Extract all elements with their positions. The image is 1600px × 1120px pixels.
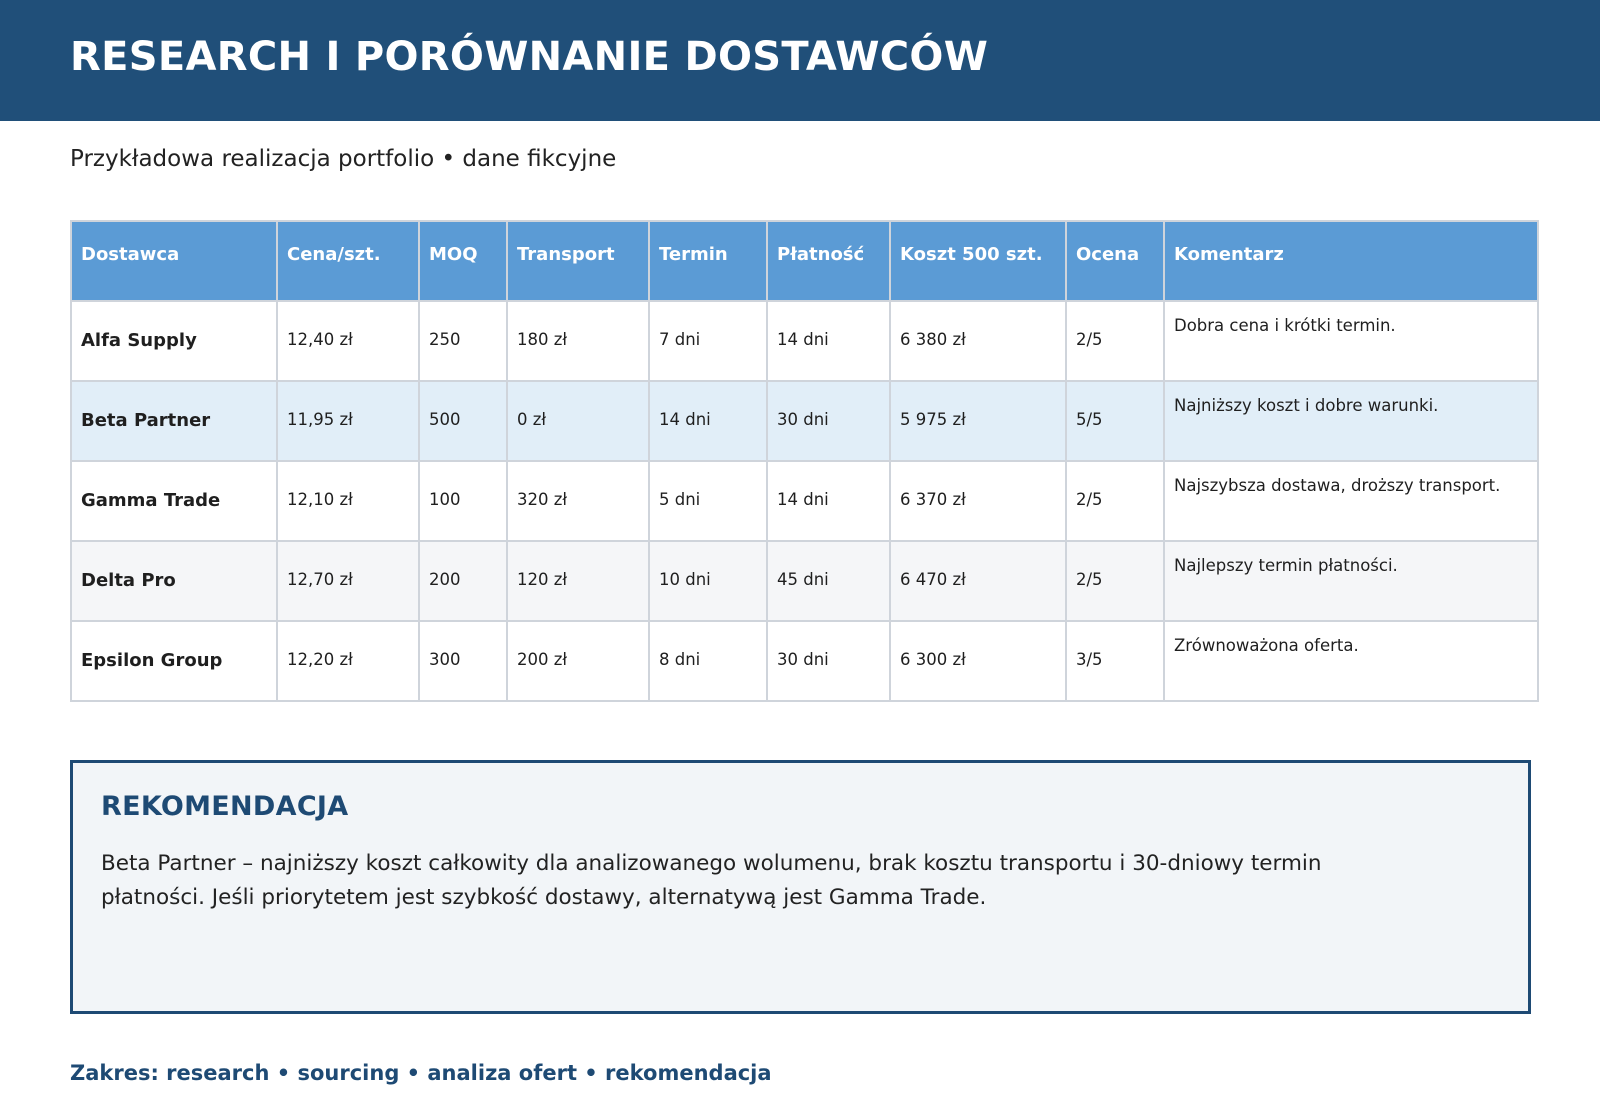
cell-lead-time: 5 dni [649,461,767,541]
cell-payment: 30 dni [767,381,890,461]
scope-footer: Zakres: research • sourcing • analiza ofert • rekomendacja [70,1061,772,1085]
cell-transport: 120 zł [507,541,649,621]
column-header-supplier: Dostawca [71,221,277,301]
table-row [71,381,1538,461]
cell-payment: 14 dni [767,461,890,541]
column-header-comment: Komentarz [1164,221,1538,301]
cell-rating: 3/5 [1066,621,1164,701]
column-header-payment: Płatność [767,221,890,301]
cell-payment: 45 dni [767,541,890,621]
column-header-cost-500: Koszt 500 szt. [890,221,1066,301]
recommendation-text: Beta Partner – najniższy koszt całkowity dla analizowanego wolumenu, brak kosztu transportu i 30-dniowy termin płatności. Jeśli priorytetem jest szybkość dostawy, alternatywą jest Gamma Trade. [101,851,1322,910]
cell-transport: 200 zł [507,621,649,701]
cell-unit-price: 12,70 zł [277,541,419,621]
column-header-moq: MOQ [419,221,507,301]
page-title: RESEARCH I PORÓWNANIE DOSTAWCÓW [70,34,989,80]
page-header [0,0,1600,121]
cell-lead-time: 8 dni [649,621,767,701]
cell-rating: 2/5 [1066,461,1164,541]
column-header-transport: Transport [507,221,649,301]
cell-cost-500: 6 470 zł [890,541,1066,621]
cell-comment: Najlepszy termin płatności. [1164,541,1538,621]
table-row [71,461,1538,541]
cell-supplier: Alfa Supply [71,301,277,381]
cell-lead-time: 14 dni [649,381,767,461]
cell-rating: 2/5 [1066,541,1164,621]
cell-moq: 250 [419,301,507,381]
cell-comment: Dobra cena i krótki termin. [1164,301,1538,381]
column-header-lead-time: Termin [649,221,767,301]
cell-supplier: Gamma Trade [71,461,277,541]
cell-moq: 100 [419,461,507,541]
cell-supplier: Epsilon Group [71,621,277,701]
cell-moq: 200 [419,541,507,621]
cell-rating: 2/5 [1066,301,1164,381]
cell-transport: 320 zł [507,461,649,541]
recommendation-title: REKOMENDACJA [101,791,349,822]
cell-unit-price: 12,40 zł [277,301,419,381]
cell-lead-time: 7 dni [649,301,767,381]
table-row [71,301,1538,381]
cell-rating: 5/5 [1066,381,1164,461]
cell-cost-500: 6 370 zł [890,461,1066,541]
cell-payment: 30 dni [767,621,890,701]
cell-transport: 0 zł [507,381,649,461]
cell-unit-price: 12,10 zł [277,461,419,541]
supplier-comparison-table [70,220,1539,702]
cell-lead-time: 10 dni [649,541,767,621]
column-header-unit-price: Cena/szt. [277,221,419,301]
cell-payment: 14 dni [767,301,890,381]
cell-comment: Najniższy koszt i dobre warunki. [1164,381,1538,461]
cell-moq: 500 [419,381,507,461]
column-header-rating: Ocena [1066,221,1164,301]
cell-cost-500: 6 380 zł [890,301,1066,381]
cell-supplier: Beta Partner [71,381,277,461]
cell-supplier: Delta Pro [71,541,277,621]
cell-comment: Zrównoważona oferta. [1164,621,1538,701]
page-subtitle: Przykładowa realizacja portfolio • dane fikcyjne [70,146,617,172]
cell-transport: 180 zł [507,301,649,381]
cell-comment: Najszybsza dostawa, droższy transport. [1164,461,1538,541]
cell-unit-price: 11,95 zł [277,381,419,461]
table-row [71,621,1538,701]
recommendation-box [70,760,1531,1014]
cell-cost-500: 6 300 zł [890,621,1066,701]
cell-unit-price: 12,20 zł [277,621,419,701]
table-header-row [71,221,1538,301]
cell-cost-500: 5 975 zł [890,381,1066,461]
cell-moq: 300 [419,621,507,701]
table-row [71,541,1538,621]
